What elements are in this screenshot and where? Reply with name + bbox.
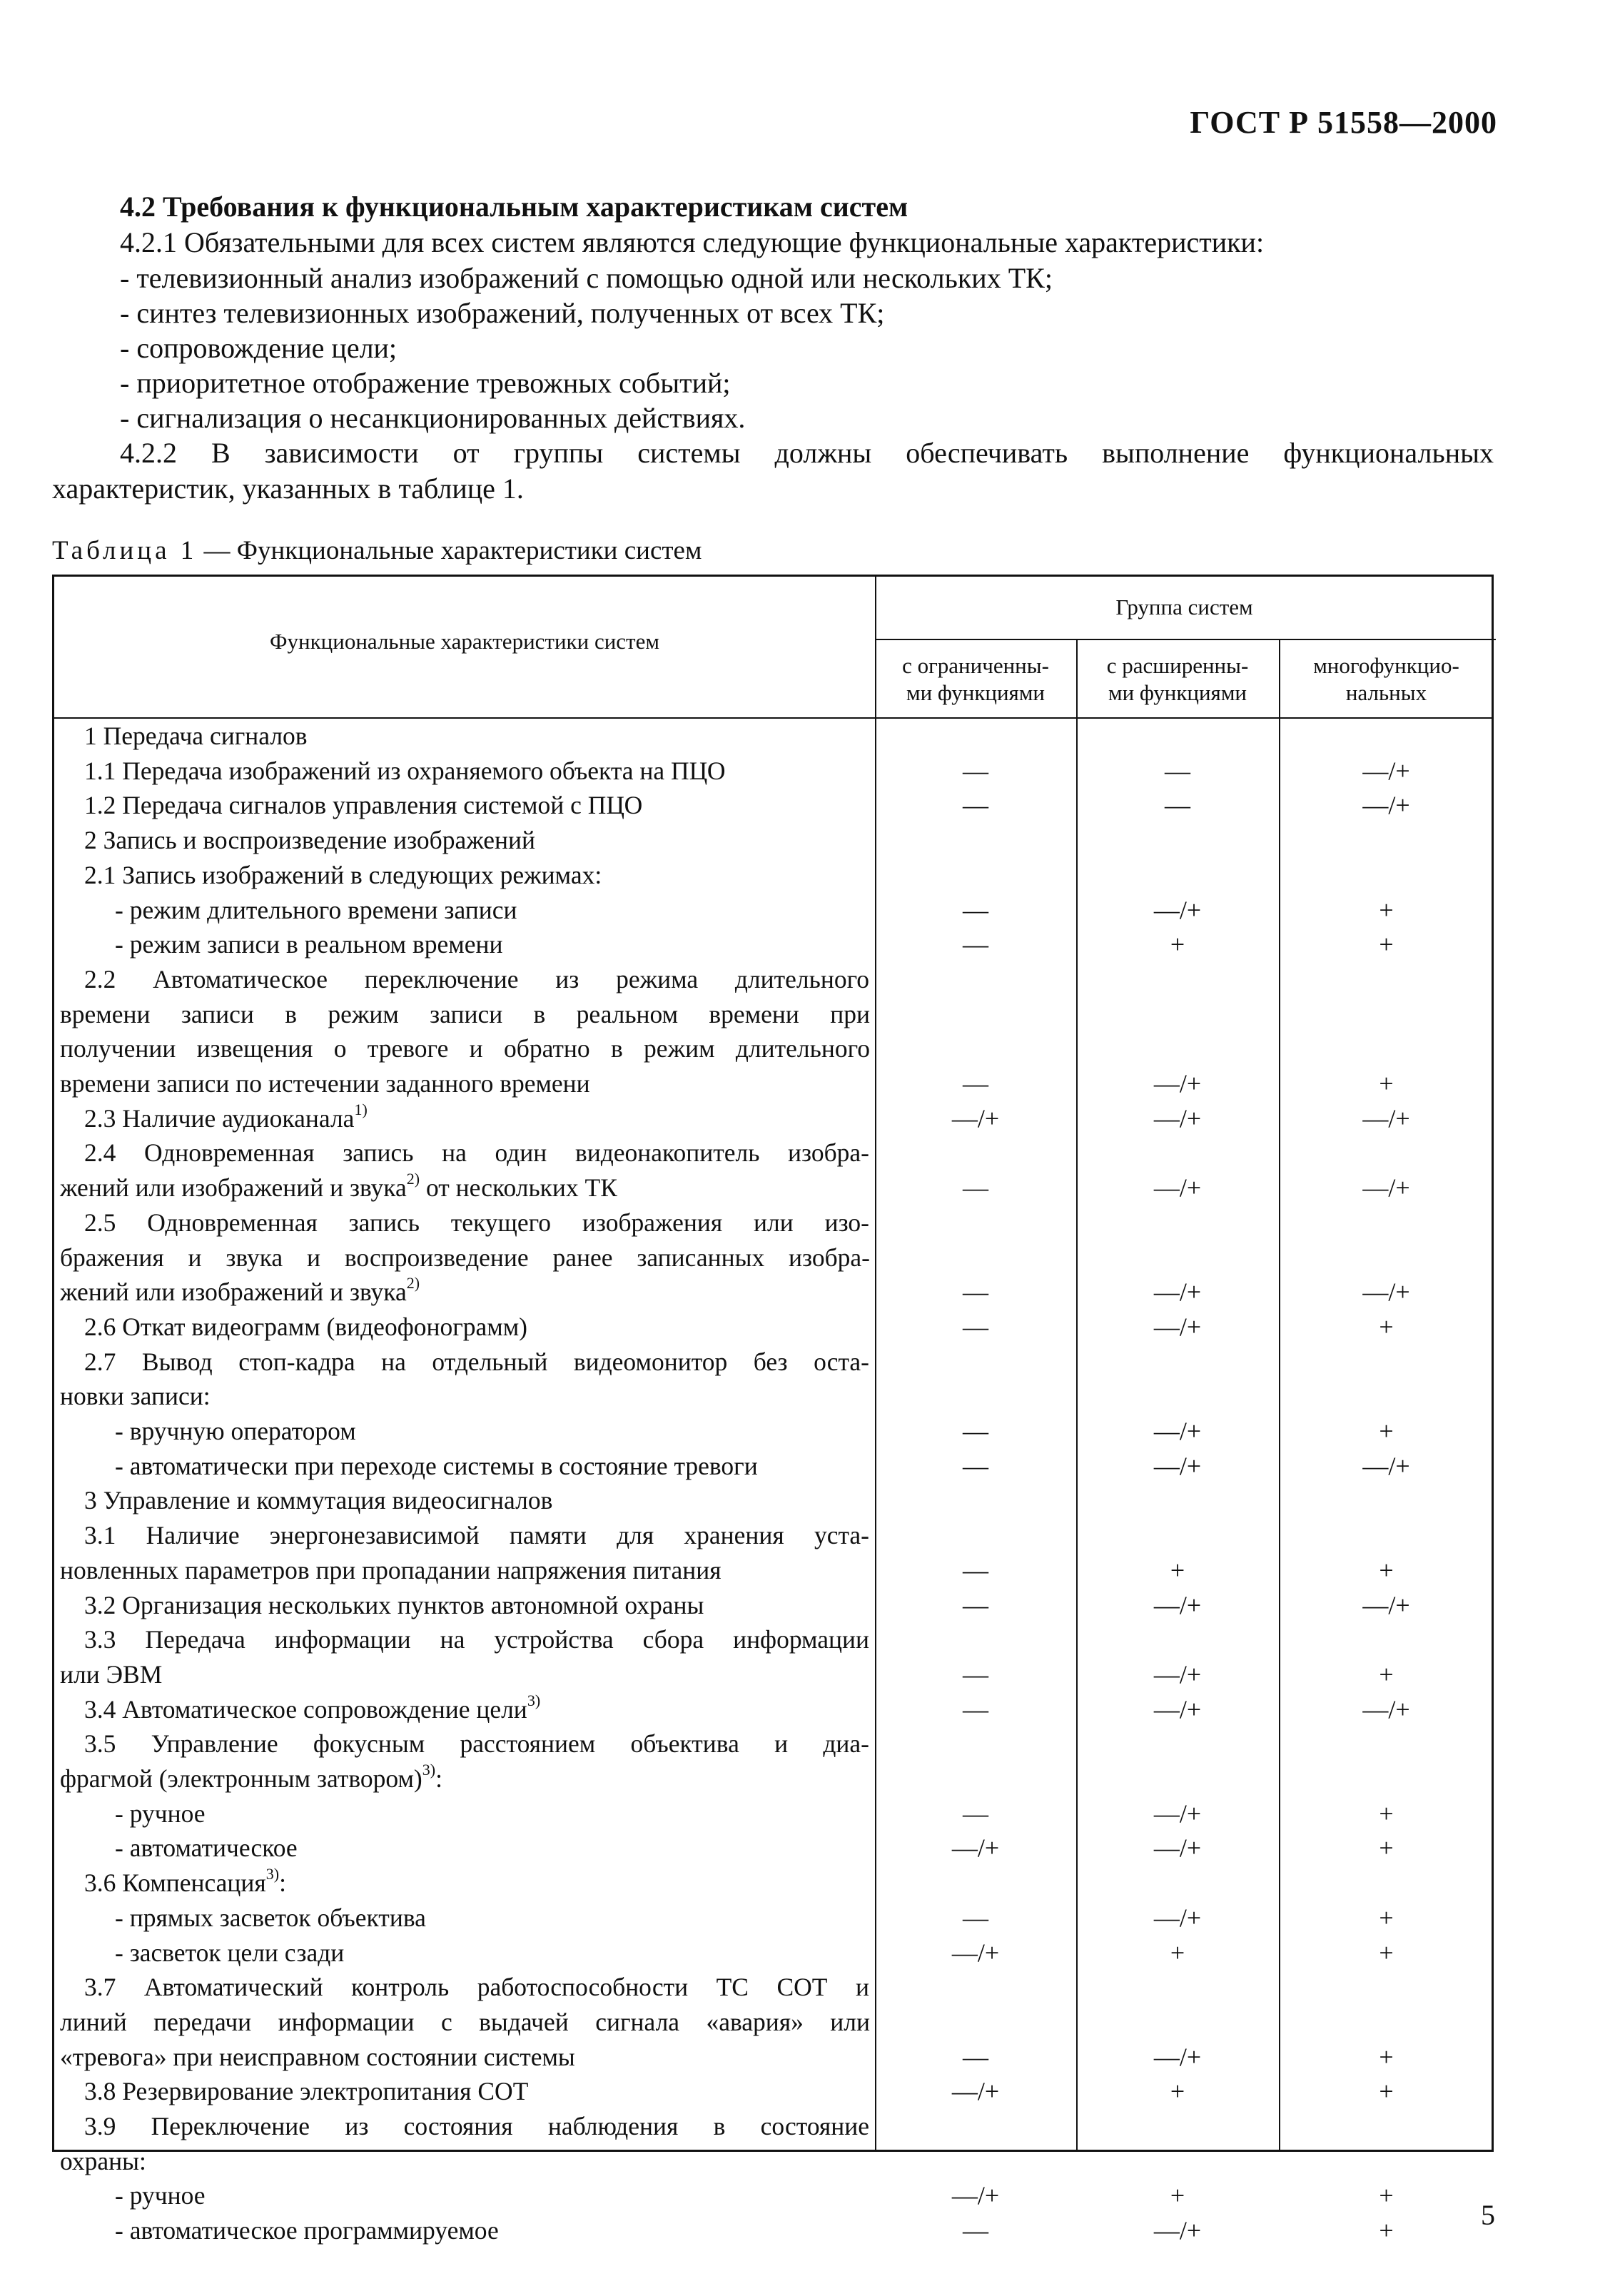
cell-extended: —/+ <box>1153 1694 1202 1724</box>
row-label-text: - режим длительного времени записи <box>115 895 517 924</box>
row-label <box>84 1206 869 1240</box>
row-label-text: 3 Управление и коммутация видеосигналов <box>84 1486 553 1515</box>
row-label-text: 2.1 Запись изображений в следующих режимах: <box>84 860 602 889</box>
cell-limited: — <box>963 1555 988 1584</box>
functional-characteristics-table <box>52 575 1494 2245</box>
row-label <box>115 1831 871 1865</box>
row-label-text: - автоматическое программируемое <box>115 2216 499 2245</box>
row-label <box>115 1936 871 1970</box>
cell-multifunctional: + <box>1379 1799 1394 1828</box>
row-label-text: 3.3 Передача информации на устройства сбора информации <box>84 1625 869 1654</box>
row-label-text: 1.2 Передача сигналов управления системой с ПЦО <box>84 791 643 820</box>
row-label <box>60 2006 870 2039</box>
cell-multifunctional: + <box>1379 1312 1394 1341</box>
row-label-text: 3.7 Автоматический контроль работоспособности ТС СОТ и <box>84 1973 869 2002</box>
footnote-marker: 3) <box>422 1761 436 1779</box>
row-label <box>60 2145 870 2178</box>
row-label-text: или ЭВМ <box>60 1659 163 1689</box>
row-label <box>84 719 869 753</box>
row-label <box>84 1971 869 2004</box>
cell-extended: + <box>1170 1555 1185 1584</box>
row-label <box>60 1171 870 1205</box>
row-label <box>84 1310 869 1344</box>
column-header-limited <box>875 652 1076 707</box>
row-label-text: новленных параметров при пропадании напряжения питания <box>60 1555 722 1584</box>
cell-multifunctional: + <box>1379 2042 1394 2071</box>
row-label-text: - режим записи в реальном времени <box>115 930 503 959</box>
requirement-item: - телевизионный анализ изображений с помощью одной или нескольких ТК; <box>120 262 1053 294</box>
cell-limited: — <box>963 1417 988 1445</box>
row-label-text: 3.1 Наличие энергонезависимой памяти для хранения уста- <box>84 1521 869 1550</box>
row-label <box>84 2075 869 2108</box>
cell-multifunctional: —/+ <box>1362 791 1410 820</box>
cell-extended: + <box>1170 2077 1185 2106</box>
row-label <box>115 894 871 927</box>
cell-limited: — <box>963 2216 988 2245</box>
row-label <box>84 1866 869 1900</box>
row-label-text: 2.6 Откат видеограмм (видеофонограмм) <box>84 1312 528 1341</box>
cell-extended: —/+ <box>1153 1278 1202 1307</box>
cell-limited: — <box>963 756 988 785</box>
row-label-text: - засветок цели сзади <box>115 1938 345 1967</box>
cell-multifunctional: + <box>1379 1069 1394 1098</box>
row-label <box>115 1450 871 1483</box>
cell-extended: —/+ <box>1153 1590 1202 1619</box>
row-label-text: фрагмой (электронным затвором) <box>60 1764 422 1793</box>
cell-extended: + <box>1170 930 1185 959</box>
row-label-text: новки записи: <box>60 1382 211 1411</box>
row-label-text: 2.7 Вывод стоп-кадра на отдельный видеомонитор без оста- <box>84 1347 869 1376</box>
row-label-text: 2.4 Одновременная запись на один видеонакопитель изобра- <box>84 1138 869 1168</box>
row-label <box>84 1484 869 1517</box>
column-header-extended <box>1076 652 1279 707</box>
cell-limited: —/+ <box>951 2181 1000 2210</box>
row-label <box>60 1067 870 1101</box>
cell-extended: —/+ <box>1153 1799 1202 1828</box>
row-label-text: времени записи по истечении заданного времени <box>60 1069 590 1098</box>
cell-multifunctional: + <box>1379 2077 1394 2106</box>
row-label-text: получении извещения о тревоге и обратно в режим длительного <box>60 1034 870 1063</box>
footnote-marker: 3) <box>527 1691 541 1709</box>
cell-extended: — <box>1165 756 1190 785</box>
row-label <box>115 1797 871 1831</box>
row-label-text: жений или изображений и звука <box>60 1173 407 1203</box>
row-label-text: 2.5 Одновременная запись текущего изображения или изо- <box>84 1208 869 1237</box>
row-label <box>84 1102 869 1136</box>
footnote-marker: 1) <box>354 1100 368 1118</box>
column-header-multi-line-1: многофункцио- <box>1313 653 1459 678</box>
cell-limited: — <box>963 1173 988 1203</box>
cell-limited: — <box>963 1590 988 1619</box>
row-label <box>115 928 871 961</box>
cell-multifunctional: —/+ <box>1362 1173 1410 1203</box>
cell-limited: —/+ <box>951 1103 1000 1133</box>
row-label-text: 3.6 Компенсация <box>84 1868 266 1898</box>
row-label-text: «тревога» при неисправном состоянии системы <box>60 2042 575 2071</box>
requirement-item: - сигнализация о несанкционированных действиях. <box>120 402 746 434</box>
row-label-text: 1.1 Передача изображений из охраняемого объекта на ПЦО <box>84 756 726 785</box>
cell-extended: —/+ <box>1153 1659 1202 1689</box>
row-label-text: - ручное <box>115 1799 206 1828</box>
cell-limited: — <box>963 1069 988 1098</box>
row-label-text: 3.8 Резервирование электропитания СОТ <box>84 2077 529 2106</box>
cell-multifunctional: —/+ <box>1362 756 1410 785</box>
cell-limited: —/+ <box>951 1938 1000 1967</box>
row-label <box>84 859 869 892</box>
cell-extended: —/+ <box>1153 1417 1202 1445</box>
cell-extended: —/+ <box>1153 2042 1202 2071</box>
table-caption-title: — Функциональные характеристики систем <box>197 536 702 565</box>
footnote-marker: 2) <box>406 1274 420 1293</box>
cell-limited: — <box>963 895 988 924</box>
footnote-marker: 3) <box>265 1865 280 1883</box>
cell-limited: — <box>963 791 988 820</box>
row-label <box>84 1693 869 1726</box>
row-label-text-after: : <box>279 1868 286 1898</box>
cell-extended: — <box>1165 791 1190 820</box>
cell-multifunctional: —/+ <box>1362 1451 1410 1480</box>
cell-multifunctional: + <box>1379 2216 1394 2245</box>
column-header-characteristics: Функциональные характеристики систем <box>270 629 659 654</box>
cell-limited: — <box>963 2042 988 2071</box>
cell-multifunctional: —/+ <box>1362 1278 1410 1307</box>
table-caption <box>52 535 702 566</box>
cell-extended: —/+ <box>1153 2216 1202 2245</box>
cell-multifunctional: + <box>1379 2181 1394 2210</box>
header-divider <box>875 639 1496 640</box>
column-header-extended-line-2: ми функциями <box>1108 680 1247 705</box>
row-label <box>115 2214 871 2247</box>
row-label <box>84 824 869 857</box>
column-header-extended-line-1: с расширенны- <box>1106 653 1249 678</box>
cell-multifunctional: + <box>1379 1659 1394 1689</box>
row-label-text: - автоматически при переходе системы в состояние тревоги <box>115 1451 758 1480</box>
row-label <box>115 2179 871 2212</box>
row-label-text-after: : <box>435 1764 442 1793</box>
cell-multifunctional: + <box>1379 930 1394 959</box>
cell-multifunctional: + <box>1379 895 1394 924</box>
cell-extended: —/+ <box>1153 1903 1202 1932</box>
row-label <box>60 1762 870 1796</box>
cell-extended: —/+ <box>1153 1069 1202 1098</box>
cell-limited: — <box>963 1451 988 1480</box>
row-label <box>60 1241 870 1275</box>
cell-multifunctional: + <box>1379 1938 1394 1967</box>
row-label <box>115 1901 871 1935</box>
cell-multifunctional: + <box>1379 1903 1394 1932</box>
cell-extended: —/+ <box>1153 1173 1202 1203</box>
row-label <box>60 1275 870 1309</box>
column-header-system-group: Группа систем <box>1115 595 1253 619</box>
row-label <box>60 2040 870 2074</box>
page-number: 5 <box>1481 2199 1495 2231</box>
row-label-text-after: от нескольких ТК <box>420 1173 617 1203</box>
cell-multifunctional: —/+ <box>1362 1694 1410 1724</box>
table-caption-number: Таблица 1 <box>52 536 198 565</box>
paragraph-4-2-2-line-1: 4.2.2 В зависимости от группы системы должны обеспечивать выполнение функциональных <box>120 437 1494 469</box>
cell-multifunctional: + <box>1379 1417 1394 1445</box>
column-header-limited-line-1: с ограниченны- <box>902 653 1049 678</box>
row-label <box>84 1727 869 1761</box>
row-label-text: 3.2 Организация нескольких пунктов автономной охраны <box>84 1590 704 1619</box>
row-label-text: 2.2 Автоматическое переключение из режима длительного <box>84 964 869 993</box>
cell-extended: —/+ <box>1153 895 1202 924</box>
cell-limited: — <box>963 1659 988 1689</box>
row-label-text: времени записи в режим записи в реальном времени при <box>60 999 870 1028</box>
row-label-text: 1 Передача сигналов <box>84 722 308 750</box>
row-label <box>84 789 869 822</box>
row-label <box>60 1554 870 1587</box>
row-label <box>60 1032 870 1066</box>
cell-extended: —/+ <box>1153 1451 1202 1480</box>
row-label <box>84 754 869 788</box>
cell-extended: —/+ <box>1153 1834 1202 1863</box>
row-label-text: охраны: <box>60 2146 146 2175</box>
row-label <box>84 1519 869 1552</box>
cell-multifunctional: —/+ <box>1362 1590 1410 1619</box>
row-label-text: 3.9 Переключение из состояния наблюдения в состояние <box>84 2112 869 2140</box>
row-label-text: - вручную оператором <box>115 1417 356 1445</box>
cell-multifunctional: + <box>1379 1555 1394 1584</box>
cell-limited: — <box>963 1278 988 1307</box>
column-header-limited-line-2: ми функциями <box>906 680 1046 705</box>
row-label-text: 2.3 Наличие аудиоканала <box>84 1103 355 1133</box>
cell-multifunctional: —/+ <box>1362 1103 1410 1133</box>
row-label-text: - прямых засветок объектива <box>115 1903 426 1932</box>
row-label <box>60 1658 870 1691</box>
paragraph-4-2-2-line-2: характеристик, указанных в таблице 1. <box>52 472 524 505</box>
column-header-multi-line-2: нальных <box>1345 680 1427 705</box>
cell-limited: — <box>963 1799 988 1828</box>
cell-limited: —/+ <box>951 2077 1000 2106</box>
requirement-item: - сопровождение цели; <box>120 332 398 364</box>
footnote-marker: 2) <box>406 1170 420 1188</box>
row-label-text: 2 Запись и воспроизведение изображений <box>84 826 536 855</box>
row-label <box>84 2110 869 2143</box>
row-label-text: - ручное <box>115 2181 206 2210</box>
row-label <box>84 963 869 996</box>
row-label-text: линий передачи информации с выдачей сигнала «авария» или <box>60 2007 870 2036</box>
cell-limited: — <box>963 1694 988 1724</box>
cell-limited: —/+ <box>951 1834 1000 1863</box>
row-label-text: - автоматическое <box>115 1834 298 1863</box>
row-label-text: 3.5 Управление фокусным расстоянием объектива и диа- <box>84 1729 869 1759</box>
row-label-text: 3.4 Автоматическое сопровождение цели <box>84 1694 527 1724</box>
document-code: ГОСТ Р 51558—2000 <box>1190 105 1497 140</box>
row-label <box>60 1380 870 1413</box>
row-label <box>84 1345 869 1379</box>
column-header-multifunctional <box>1279 652 1494 707</box>
header-bottom-line <box>54 717 1494 719</box>
row-label-text: жений или изображений и звука <box>60 1278 407 1307</box>
cell-limited: — <box>963 1312 988 1341</box>
section-title: 4.2 Требования к функциональным характеристикам систем <box>120 191 908 223</box>
requirement-item: - синтез телевизионных изображений, полученных от всех ТК; <box>120 297 885 329</box>
cell-multifunctional: + <box>1379 1834 1394 1863</box>
row-label <box>115 1415 871 1448</box>
paragraph-4-2-1: 4.2.1 Обязательными для всех систем являются следующие функциональные характеристики: <box>120 226 1265 258</box>
cell-extended: + <box>1170 1938 1185 1967</box>
cell-extended: —/+ <box>1153 1103 1202 1133</box>
row-label-text: бражения и звука и воспроизведение ранее записанных изобра- <box>60 1243 870 1272</box>
cell-extended: + <box>1170 2181 1185 2210</box>
row-label <box>84 1589 869 1622</box>
cell-limited: — <box>963 1903 988 1932</box>
requirement-item: - приоритетное отображение тревожных событий; <box>120 367 731 399</box>
cell-extended: —/+ <box>1153 1312 1202 1341</box>
row-label <box>60 998 870 1031</box>
row-label <box>84 1136 869 1170</box>
row-label <box>84 1623 869 1657</box>
cell-limited: — <box>963 930 988 959</box>
